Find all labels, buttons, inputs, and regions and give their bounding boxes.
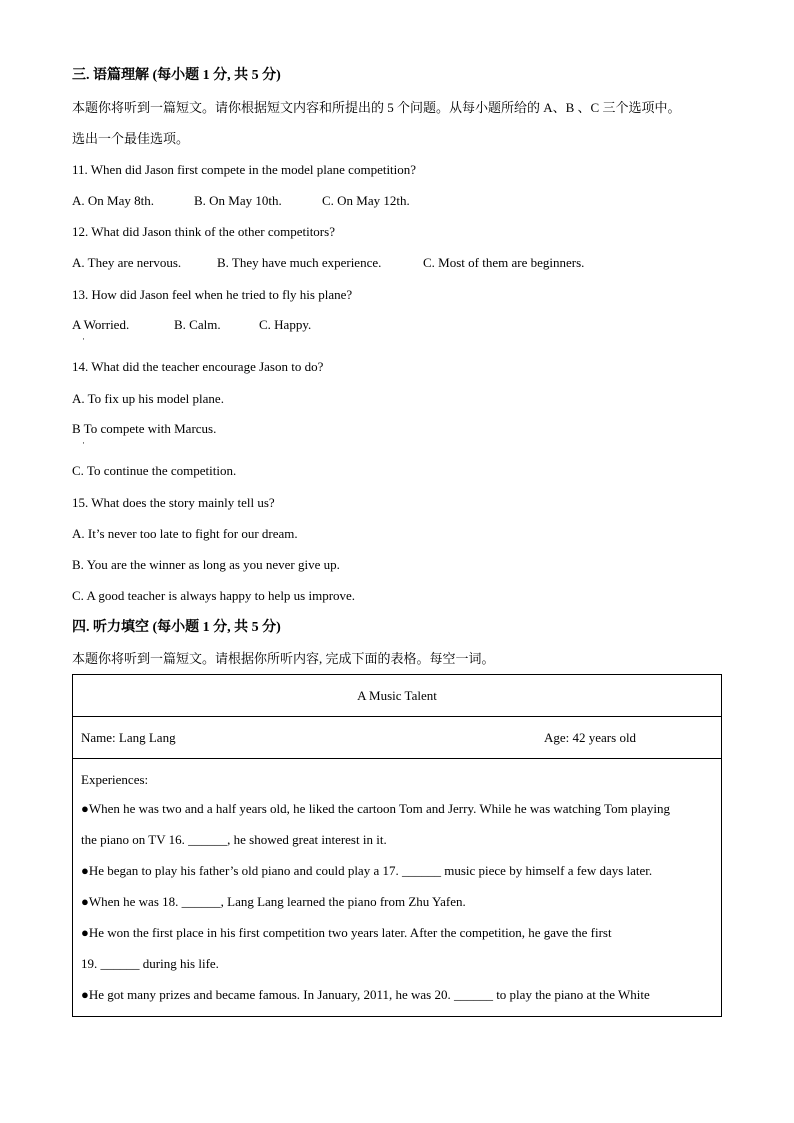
experiences-label: Experiences:	[81, 772, 149, 787]
question-12: 12. What did Jason think of the other competitors?	[72, 224, 335, 239]
question-15: 15. What does the story mainly tell us?	[72, 495, 275, 510]
experience-line: ●When he was two and a half years old, he liked the cartoon Tom and Jerry. While he was watching Tom playing	[81, 801, 670, 816]
table-title: A Music Talent	[73, 675, 722, 717]
table-name-row	[73, 717, 722, 759]
section3-heading: 三. 语篇理解 (每小题 1 分, 共 5 分)	[72, 68, 281, 83]
question-13-options	[72, 316, 311, 334]
experience-line: the piano on TV 16. ______, he showed great interest in it.	[81, 832, 387, 847]
experience-line: ●He began to play his father’s old piano and could play a 17. ______ music piece by himself a few days later.	[81, 863, 653, 878]
section4-instruction: 本题你将听到一篇短文。请根据你所听内容, 完成下面的表格。每空一词。	[72, 651, 495, 666]
stray-dot: ·	[82, 438, 85, 448]
question-11: 11. When did Jason first compete in the model plane competition?	[72, 162, 417, 177]
question-14-option-b: B To compete with Marcus.	[72, 421, 217, 436]
section3-instruction-2: 选出一个最佳选项。	[72, 131, 190, 146]
option-b: B. On May 10th.	[194, 193, 282, 208]
question-15-option-b: B. You are the winner as long as you never give up.	[72, 557, 340, 572]
experiences-cell	[73, 759, 722, 1017]
stray-dot: ·	[82, 334, 85, 344]
option-b: B. They have much experience.	[217, 255, 382, 270]
question-14: 14. What did the teacher encourage Jason to do?	[72, 359, 324, 374]
question-15-option-a: A. It’s never too late to fight for our dream.	[72, 526, 298, 541]
option-c: C. Happy.	[259, 317, 312, 332]
option-c: C. Most of them are beginners.	[423, 255, 585, 270]
option-a: A. They are nervous.	[72, 255, 182, 270]
section3-instruction-1: 本题你将听到一篇短文。请你根据短文内容和所提出的 5 个问题。从每小题所给的 A、B 、C 三个选项中。	[72, 100, 681, 115]
question-11-options	[72, 192, 410, 210]
option-a: A Worried.	[72, 317, 130, 332]
option-c: C. On May 12th.	[322, 193, 410, 208]
experience-line: ●When he was 18. ______, Lang Lang learned the piano from Zhu Yafen.	[81, 894, 466, 909]
music-talent-table	[72, 674, 722, 1017]
question-15-option-c: C. A good teacher is always happy to help us improve.	[72, 588, 356, 603]
question-14-option-c: C. To continue the competition.	[72, 463, 237, 478]
question-12-options	[72, 254, 584, 272]
section4-heading: 四. 听力填空 (每小题 1 分, 共 5 分)	[72, 620, 281, 635]
option-b: B. Calm.	[174, 317, 221, 332]
experience-line: 19. ______ during his life.	[81, 956, 219, 971]
question-14-option-a: A. To fix up his model plane.	[72, 391, 224, 406]
experience-line: ●He got many prizes and became famous. In January, 2011, he was 20. ______ to play the piano at the White	[81, 987, 650, 1002]
option-a: A. On May 8th.	[72, 193, 154, 208]
experience-line: ●He won the first place in his first competition two years later. After the competition, he gave the first	[81, 925, 612, 940]
question-13: 13. How did Jason feel when he tried to fly his plane?	[72, 287, 353, 302]
age-cell: Age: 42 years old	[544, 729, 637, 745]
name-cell: Name: Lang Lang	[81, 729, 176, 745]
